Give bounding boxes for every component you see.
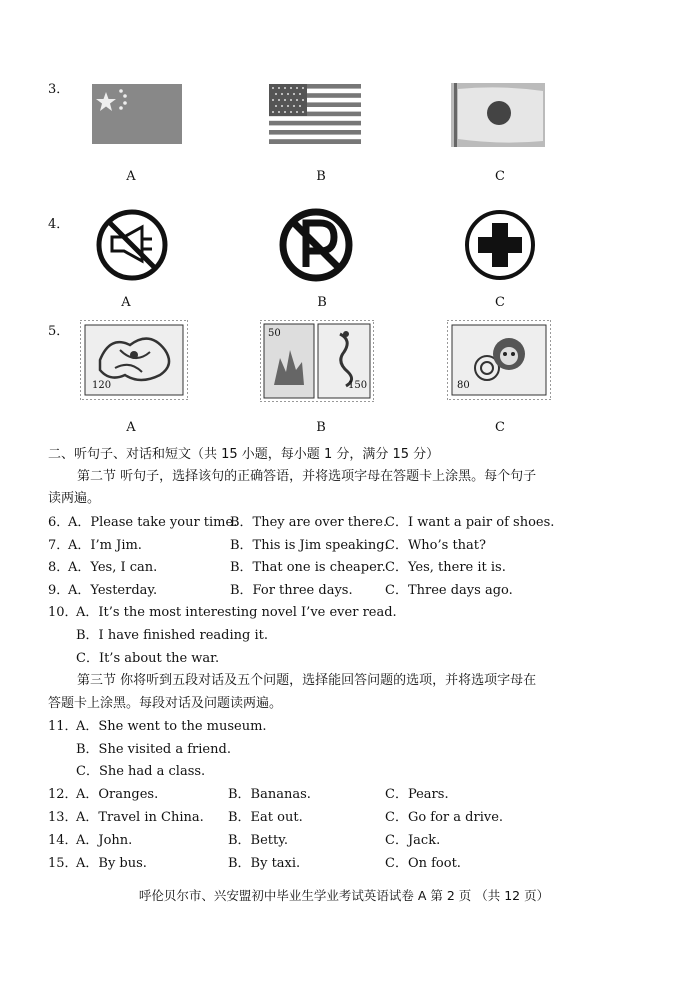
q3-option-b-label: B [316,169,326,184]
option-b: B．Betty. [228,833,288,848]
japan-flag-icon [451,83,545,147]
dragon-stamp-value: 120 [92,380,112,391]
option-b: B．By taxi. [228,856,301,871]
option-a: A．Oranges. [76,787,159,802]
rooster-stamp-value-right: 150 [348,380,368,391]
question-number: 11． [48,719,78,734]
q4-option-a-label: A [121,295,131,310]
question-5-number: 5． [48,324,70,339]
usa-flag-icon [269,84,361,144]
section-2-heading: 二、听句子、对话和短文（共 15 小题，每小题 1 分，满分 15 分） [48,447,440,462]
question-number: 9． [48,583,70,598]
question-4-number: 4． [48,217,70,232]
option-c: C．It’s about the war. [76,651,220,666]
option-a: A．It’s the most interesting novel I’ve ever read. [76,605,397,620]
q5-option-c-label: C [495,420,505,435]
no-horn-sign-icon [94,207,170,283]
q4-option-b-label: B [317,295,327,310]
option-c: C．On foot. [385,856,461,871]
question-number: 7． [48,538,70,553]
option-b: B．They are over there. [230,515,388,530]
option-b: B．Bananas. [228,787,311,802]
first-aid-cross-icon [462,207,538,283]
question-number: 6． [48,515,70,530]
part-3-instruction-line2: 答题卡上涂黑。每段对话及问题读两遍。 [48,696,283,711]
part-2-instruction-line1: 第二节 听句子，选择该句的正确答语，并将选项字母在答题卡上涂黑。每个句子 [77,469,537,484]
part-3-instruction-line1: 第三节 你将听到五段对话及五个问题，选择能回答问题的选项，并将选项字母在 [77,673,537,688]
option-a: A．John. [76,833,133,848]
option-b: B．Eat out. [228,810,303,825]
option-a: A．Yes, I can. [68,560,158,575]
option-c: C．Who’s that? [385,538,486,553]
option-a: A．She went to the museum. [76,719,267,734]
option-a: A．I’m Jim. [68,538,142,553]
no-parking-sign-icon [278,207,354,283]
option-c: C．Jack. [385,833,441,848]
question-number: 8． [48,560,70,575]
option-c: C．Pears. [385,787,449,802]
china-flag-icon [92,84,182,144]
option-b: B．That one is cheaper. [230,560,386,575]
q5-option-a-label: A [126,420,136,435]
part-2-instruction-line2: 读两遍。 [48,491,101,506]
question-3-number: 3． [48,82,70,97]
monkey-stamp-value: 80 [457,380,470,391]
q5-option-b-label: B [316,420,326,435]
option-b: B．I have finished reading it. [76,628,268,643]
question-number: 12． [48,787,78,802]
option-c: C．I want a pair of shoes. [385,515,555,530]
option-a: A．Please take your time. [68,515,238,530]
option-b: B．This is Jim speaking. [230,538,389,553]
q4-option-c-label: C [495,295,505,310]
option-b: B．For three days. [230,583,353,598]
option-a: A．Travel in China. [76,810,204,825]
option-a: A．By bus. [76,856,147,871]
question-number: 14． [48,833,78,848]
rooster-stamp-value-left: 50 [268,328,281,339]
option-c: C．Go for a drive. [385,810,504,825]
option-c: C．Three days ago. [385,583,513,598]
question-number: 10． [48,605,78,620]
q3-option-c-label: C [495,169,505,184]
question-number: 15． [48,856,78,871]
option-b: B．She visited a friend. [76,742,231,757]
question-number: 13． [48,810,78,825]
option-a: A．Yesterday. [68,583,158,598]
page-footer: 呼伦贝尔市、兴安盟初中毕业生学业考试英语试卷 A 第 2 页 （共 12 页） [138,888,550,903]
option-c: C．Yes, there it is. [385,560,506,575]
q3-option-a-label: A [126,169,136,184]
option-c: C．She had a class. [76,764,206,779]
